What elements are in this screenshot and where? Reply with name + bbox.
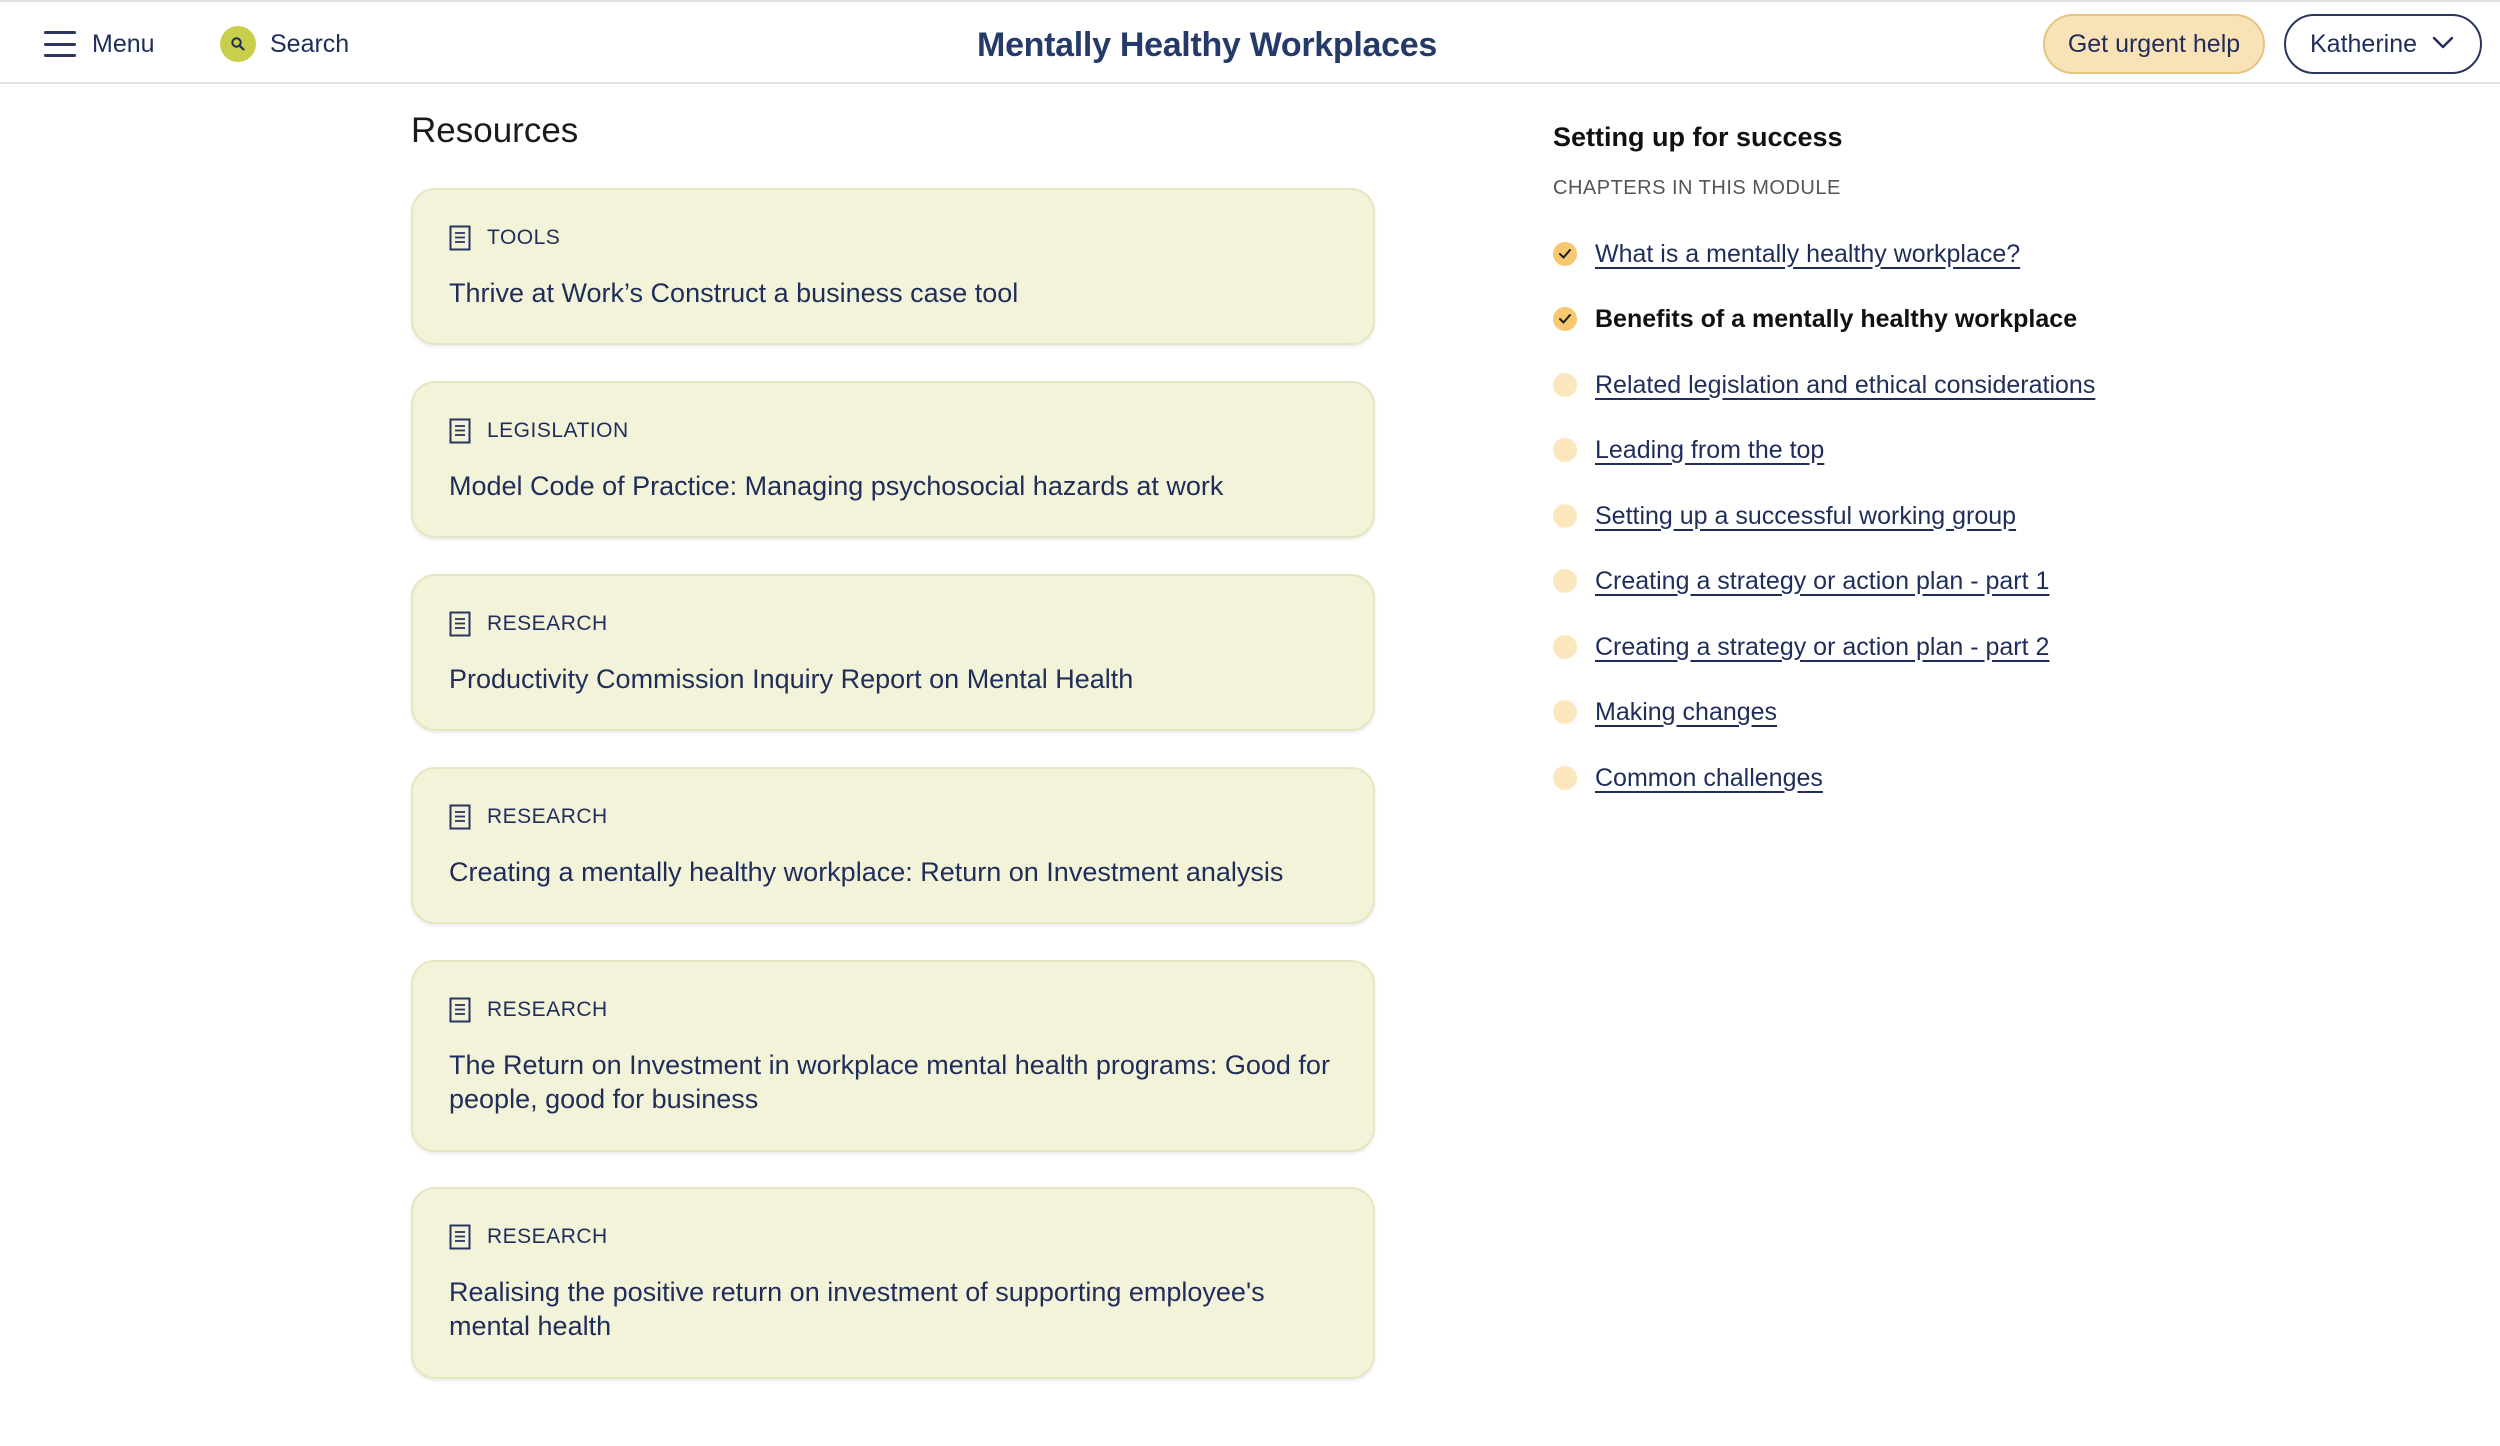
chapter-link[interactable]: Setting up a successful working group [1595, 501, 2017, 530]
progress-dot-icon [1553, 373, 1577, 397]
chevron-down-icon [2432, 36, 2454, 50]
document-icon [449, 804, 471, 830]
chapter-item [1553, 433, 1824, 467]
resource-card[interactable] [411, 574, 1375, 731]
get-urgent-help-button[interactable]: Get urgent help [2043, 14, 2265, 74]
resource-card[interactable] [411, 188, 1375, 345]
document-icon [449, 225, 471, 251]
resource-card[interactable] [411, 1187, 1375, 1379]
site-title[interactable]: Mentally Healthy Workplaces [977, 26, 1437, 64]
chapter-item [1553, 564, 2049, 598]
chapter-link[interactable]: Related legislation and ethical considerations [1595, 370, 2096, 399]
resource-category: RESEARCH [487, 805, 608, 828]
progress-dot-icon [1553, 700, 1577, 724]
resource-category: TOOLS [487, 226, 561, 249]
resource-card[interactable] [411, 381, 1375, 538]
document-icon [449, 611, 471, 637]
search-label: Search [270, 29, 350, 58]
menu-label: Menu [92, 29, 155, 58]
chapter-item [1553, 237, 2020, 271]
chapter-link[interactable]: Leading from the top [1595, 435, 1825, 464]
chapter-item [1553, 695, 1777, 729]
resource-title: Model Code of Practice: Managing psychosocial hazards at work [449, 471, 1224, 501]
module-heading: Setting up for success [1553, 122, 1843, 152]
resources-heading: Resources [411, 111, 579, 150]
resource-category: LEGISLATION [487, 419, 629, 442]
user-name: Katherine [2310, 29, 2418, 58]
resource-title: Creating a mentally healthy workplace: Return on Investment analysis [449, 857, 1284, 887]
chapter-item-current [1553, 302, 2077, 336]
chapter-item [1553, 499, 2016, 533]
check-icon [1553, 242, 1577, 266]
document-icon [449, 997, 471, 1023]
chapter-item [1553, 761, 1823, 795]
document-icon [449, 418, 471, 444]
progress-dot-icon [1553, 438, 1577, 462]
chapters-subheading: CHAPTERS IN THIS MODULE [1553, 177, 1841, 199]
check-icon [1553, 307, 1577, 331]
chapter-item [1553, 630, 2049, 664]
resource-category: RESEARCH [487, 1225, 608, 1248]
resource-card[interactable] [411, 960, 1375, 1152]
user-menu-button[interactable] [2284, 14, 2482, 74]
chapter-link[interactable]: What is a mentally healthy workplace? [1595, 239, 2021, 268]
resource-card[interactable] [411, 767, 1375, 924]
progress-dot-icon [1553, 635, 1577, 659]
resource-title: Productivity Commission Inquiry Report on Mental Health [449, 664, 1134, 694]
resource-category: RESEARCH [487, 998, 608, 1021]
document-icon [449, 1224, 471, 1250]
progress-dot-icon [1553, 504, 1577, 528]
chapter-link[interactable]: Creating a strategy or action plan - part 1 [1595, 566, 2050, 595]
chapter-link[interactable]: Making changes [1595, 697, 1778, 726]
resource-category: RESEARCH [487, 612, 608, 635]
top-header [0, 0, 2500, 84]
resource-title: Thrive at Work’s Construct a business case tool [449, 278, 1019, 308]
chapter-item [1553, 368, 2095, 402]
chapter-link[interactable]: Common challenges [1595, 763, 1823, 792]
current-chapter-label: Benefits of a mentally healthy workplace [1595, 304, 2078, 333]
chapter-link[interactable]: Creating a strategy or action plan - part 2 [1595, 632, 2050, 661]
resource-title: Realising the positive return on investment of supporting employee's mental health [449, 1277, 1265, 1341]
progress-dot-icon [1553, 766, 1577, 790]
progress-dot-icon [1553, 569, 1577, 593]
resource-title: The Return on Investment in workplace mental health programs: Good for people, good for business [449, 1050, 1330, 1114]
